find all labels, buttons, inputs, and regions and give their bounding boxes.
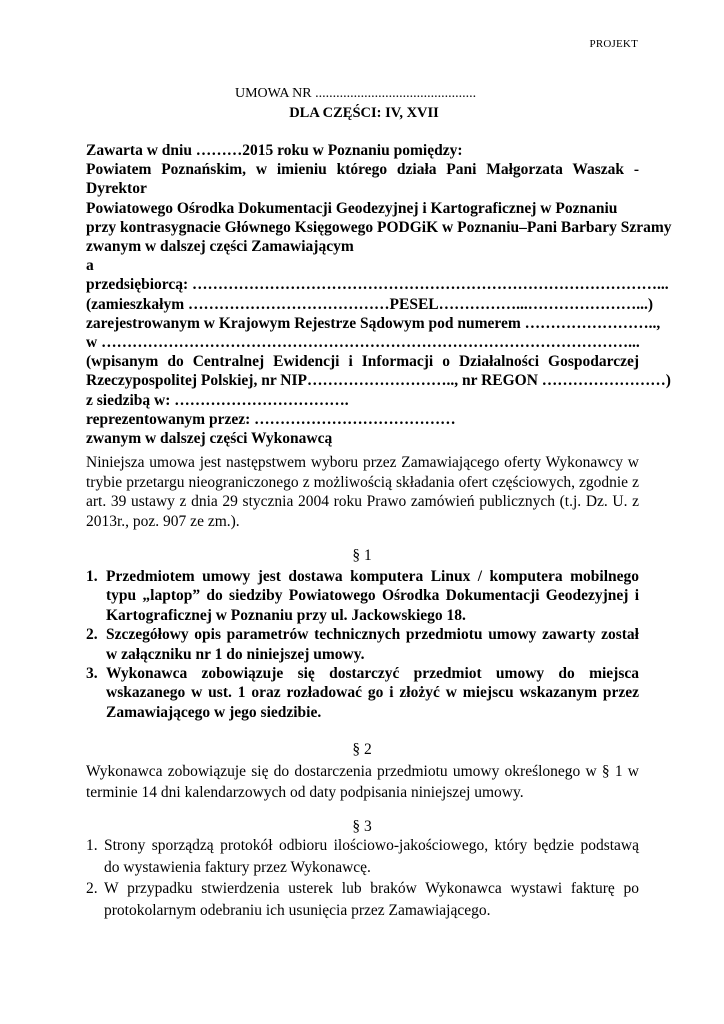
list-item [86,878,639,921]
parties-line: zwanym w dalszej części Zamawiającym [86,238,354,256]
parties-line: Zawarta w dniu ………2015 roku w Poznaniu pomiędzy: [86,142,463,159]
section-2-text: Wykonawca zobowiązuje się do dostarczenia przedmiotu umowy określonego w § 1 w terminie 14 dni kalendarzowych od daty podpisania niniejszej umowy. [86,763,639,801]
parties-line: reprezentowanym przez: ………………………………… [86,410,456,428]
section-2-heading: § 2 [352,741,372,758]
parties-line: a [86,257,94,275]
parties-line: zarejestrowanym w Krajowym Rejestrze Sądowym pod numerem …………………….., [86,314,661,332]
section-3-heading: § 3 [352,818,372,835]
section-1-list [86,567,639,722]
list-item [86,567,639,625]
section-1-heading: § 1 [352,547,372,564]
list-item-text: Wykonawca zobowiązuje się dostarczyć przedmiot umowy do miejsca wskazanego w ust. 1 oraz rozładować go i złożyć w miejscu wskazanym przez Zamawiającego w jego siedzibie. [106,665,639,721]
list-item [86,835,639,878]
list-item-text: Szczegółowy opis parametrów technicznych przedmiotu umowy zawarty został w załączniku nr 1 do niniejszej umowy. [106,626,639,663]
list-item [86,625,639,664]
parties-line: Rzeczypospolitej Polskiej, nr NIP……………………….., nr REGON ……………………) [86,372,671,390]
parties-line: (zamieszkałym …………………………………PESEL……………...…………………...) [86,295,654,313]
parties-line: w …………………………………………………………………………………………... [86,334,640,352]
section-3-list [86,835,639,921]
list-item-number: 3. [86,665,98,683]
contract-title: UMOWA NR .............................................. [235,86,477,101]
list-item-text: W przypadku stwierdzenia usterek lub braków Wykonawca wystawi fakturę po protokolarnym odebraniu ich usunięcia przez Zamawiającego. [104,880,639,919]
list-item [86,664,639,722]
list-item-text: Przedmiotem umowy jest dostawa komputera Linux / komputera mobilnego typu „laptop” do siedziby Powiatowego Ośrodka Dokumentacji Geodezyjnej i Kartograficznej w Poznaniu przy ul. Jackowskiego 18. [106,568,639,624]
list-item-number: 1. [86,568,98,585]
parties-line: przy kontrasygnacie Głównego Księgowego PODGiK w Poznaniu–Pani Barbary Szramy [86,218,672,236]
parties-line: z siedzibą w: ……………………………. [86,391,349,409]
parties-line: zwanym w dalszej części Wykonawcą [86,430,333,448]
list-item-number: 2. [86,880,98,897]
parties-line: (wpisanym do Centralnej Ewidencji i Informacji o Działalności Gospodarczej [86,353,639,371]
list-item-number: 2. [86,626,98,644]
parties-line: Powiatem Poznańskim, w imieniu którego działa Pani Małgorzata Waszak - Dyrektor [86,161,639,198]
parties-line: Powiatowego Ośrodka Dokumentacji Geodezyjnej i Kartograficznej w Poznaniu [86,199,618,217]
parties-block [86,141,672,448]
list-item-text: Strony sporządzą protokół odbioru ilościowo-jakościowego, który będzie podstawą do wystawienia faktury przez Wykonawcę. [104,837,639,876]
list-item-number: 1. [86,837,98,854]
projekt-label: PROJEKT [589,38,638,50]
intro-paragraph: Niniejsza umowa jest następstwem wyboru przez Zamawiającego oferty Wykonawcy w trybie przetargu nieograniczonego z możliwością składania ofert częściowych, zgodnie z art. 39 ustawy z dnia 29 stycznia 2004 roku Prawo zamówień publicznych (t.j. Dz. U. z 2013r., poz. 907 ze zm.). [86,454,639,530]
parties-line: przedsiębiorcą: ………………………………………………………………………………... [86,276,669,294]
contract-subtitle: DLA CZĘŚCI: IV, XVII [289,105,439,121]
